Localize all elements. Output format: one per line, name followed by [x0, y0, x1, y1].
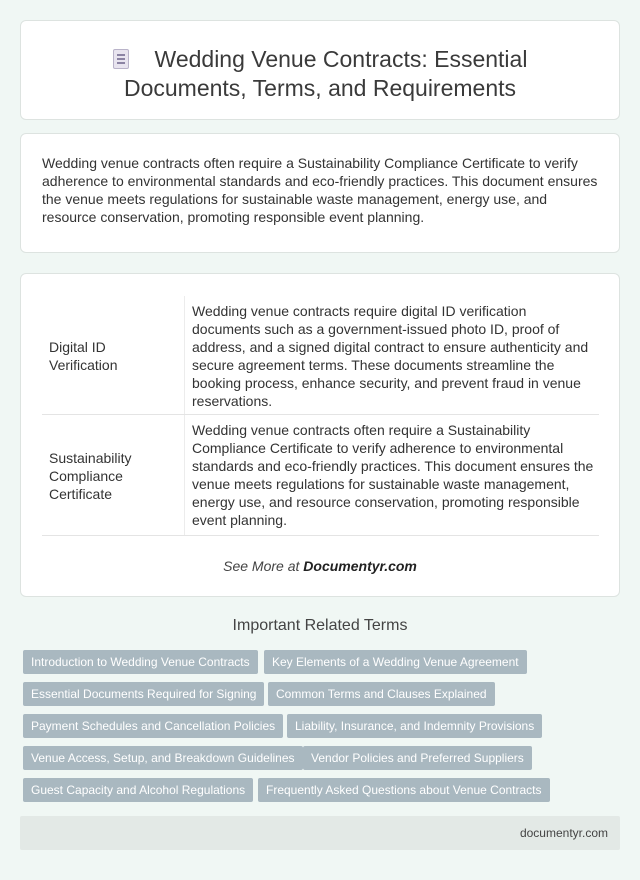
column-divider [184, 415, 185, 535]
terms-table [20, 273, 620, 597]
related-term-tag[interactable]: Frequently Asked Questions about Venue Contracts [258, 778, 550, 802]
table-row-term: Digital ID Verification [49, 339, 118, 373]
table-row-description: Wedding venue contracts often require a Sustainability Compliance Certificate to verify adherence to environmental standards and eco-friendly practices. This document ensures the venue meets regulations for sustainable waste management, energy use, and resource conservation, promoting responsible event planning. [192, 422, 594, 528]
title-card [20, 20, 620, 120]
column-divider [184, 296, 185, 414]
title-line-1: Wedding Venue Contracts: Essential [154, 46, 528, 72]
related-term-tag[interactable]: Guest Capacity and Alcohol Regulations [23, 778, 253, 802]
see-more-prefix: See More at [223, 558, 304, 574]
related-term-tag[interactable]: Payment Schedules and Cancellation Policies [23, 714, 283, 738]
intro-paragraph: Wedding venue contracts often require a Sustainability Compliance Certificate to verify adherence to environmental standards and eco-friendly practices. This document ensures the venue meets regulations for sustainable waste management, energy use, and resource conservation, promoting responsible event planning. [42, 155, 598, 225]
related-term-tag[interactable]: Liability, Insurance, and Indemnity Provisions [287, 714, 542, 738]
footer-site-link[interactable]: documentyr.com [519, 826, 608, 840]
see-more-link[interactable] [21, 558, 619, 574]
related-term-tag[interactable]: Introduction to Wedding Venue Contracts [23, 650, 258, 674]
title-line-2: Documents, Terms, and Requirements [123, 75, 517, 101]
page-title [21, 45, 619, 103]
related-term-tag[interactable]: Common Terms and Clauses Explained [268, 682, 495, 706]
intro-card [20, 133, 620, 253]
see-more-site[interactable]: Documentyr.com [303, 558, 417, 574]
document-icon [113, 49, 129, 69]
table-row-description: Wedding venue contracts require digital ID verification documents such as a government-issued photo ID, proof of address, and a signed digital contract to ensure authenticity and secure agreement terms. These documents streamline the booking process, enhance security, and prevent fraud in venue reservations. [192, 303, 589, 409]
table-row [42, 296, 599, 415]
related-term-tag[interactable]: Vendor Policies and Preferred Suppliers [303, 746, 532, 770]
footer [20, 816, 620, 850]
related-term-tag[interactable]: Key Elements of a Wedding Venue Agreement [264, 650, 527, 674]
table-row [42, 415, 599, 536]
related-term-tag[interactable]: Venue Access, Setup, and Breakdown Guidelines [23, 746, 303, 770]
related-term-tag[interactable]: Essential Documents Required for Signing [23, 682, 264, 706]
table-row-term: Sustainability Compliance Certificate [49, 450, 132, 502]
related-terms-title: Important Related Terms [232, 617, 408, 634]
